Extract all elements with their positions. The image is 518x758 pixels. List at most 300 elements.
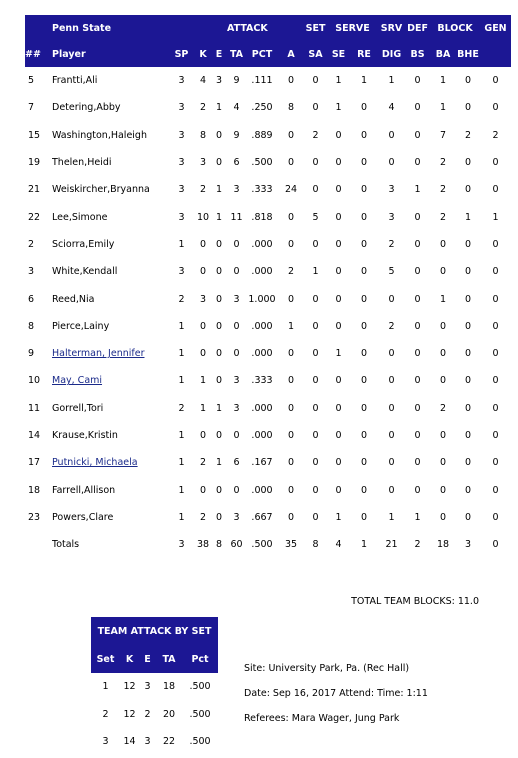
stat-sa: 0 xyxy=(312,511,319,523)
stat-dig: 2 xyxy=(388,238,395,250)
stat-dig: 0 xyxy=(388,375,395,387)
player-number: 2 xyxy=(28,238,35,250)
stat-ta: 6 xyxy=(233,457,240,469)
player-row xyxy=(25,476,511,503)
stat-a: 8 xyxy=(287,102,295,114)
stat-se: 0 xyxy=(335,484,342,496)
stat-pct: .000 xyxy=(251,266,273,278)
stat-ba: 0 xyxy=(439,375,447,387)
totals-e: 8 xyxy=(215,539,223,551)
stat-ta: 3 xyxy=(233,293,240,305)
stat-dig: 4 xyxy=(388,102,395,114)
stat-e: 1 xyxy=(215,102,223,114)
col-sa: SA xyxy=(308,48,323,60)
player-number: 23 xyxy=(28,511,41,523)
stat-sa: 0 xyxy=(312,484,319,496)
stat-sp: 1 xyxy=(178,238,185,250)
attack-set-e: 2 xyxy=(144,708,151,720)
stat-bs: 0 xyxy=(414,320,421,332)
atk-col-k: K xyxy=(120,645,139,673)
stat-re: 0 xyxy=(360,375,368,387)
col-sp: SP xyxy=(174,48,189,60)
stat-sa: 2 xyxy=(312,129,319,141)
stat-sa: 0 xyxy=(312,102,319,114)
stat-pct: .667 xyxy=(251,511,273,523)
player-row xyxy=(25,395,511,422)
stat-k: 1 xyxy=(199,375,207,387)
col-k: K xyxy=(199,48,207,60)
player-name: White,Kendall xyxy=(52,266,118,278)
stat-ba: 0 xyxy=(439,266,447,278)
stat-ta: 0 xyxy=(233,348,240,360)
player-row xyxy=(25,367,511,394)
stat-e: 1 xyxy=(215,457,223,469)
player-name: Sciorra,Emily xyxy=(52,238,115,250)
stat-bs: 0 xyxy=(414,457,421,469)
stat-e: 0 xyxy=(215,484,223,496)
stat-se: 1 xyxy=(335,511,342,523)
stat-extra: 0 xyxy=(492,348,499,360)
column-header-row xyxy=(25,41,511,67)
stat-ta: 0 xyxy=(233,266,240,278)
col-ta: TA xyxy=(229,48,244,60)
stat-bhe: 0 xyxy=(464,348,472,360)
stat-re: 0 xyxy=(360,266,368,278)
stat-k: 0 xyxy=(199,238,207,250)
player-number: 22 xyxy=(28,211,41,223)
stat-sa: 5 xyxy=(312,211,319,223)
player-row xyxy=(25,449,511,476)
stat-bs: 0 xyxy=(414,266,421,278)
team-attack-by-set-table xyxy=(91,617,218,756)
player-name: Gorrell,Tori xyxy=(52,402,104,414)
stat-bs: 1 xyxy=(414,184,421,196)
attack-set-set: 1 xyxy=(102,681,109,693)
col-dig: DIG xyxy=(381,48,402,60)
group-serve: SERVE xyxy=(335,22,370,34)
stat-extra: 0 xyxy=(492,75,499,87)
group-def: DEF xyxy=(407,22,428,34)
stat-sp: 3 xyxy=(178,157,185,169)
stat-re: 0 xyxy=(360,348,368,360)
stat-k: 0 xyxy=(199,320,207,332)
player-row xyxy=(25,176,511,203)
stat-sp: 3 xyxy=(178,184,185,196)
attack-set-ta: 18 xyxy=(162,681,176,693)
stat-pct: .000 xyxy=(251,320,273,332)
stat-ba: 0 xyxy=(439,484,447,496)
player-name: Thelen,Heidi xyxy=(52,157,112,169)
stat-k: 0 xyxy=(199,430,207,441)
stat-sa: 0 xyxy=(312,348,319,360)
stat-ba: 7 xyxy=(439,129,447,141)
stat-sa: 0 xyxy=(312,402,319,414)
stat-sa: 0 xyxy=(312,238,319,250)
atk-col-set: Set xyxy=(91,645,120,673)
stat-a: 0 xyxy=(287,238,295,250)
stat-pct: 1.000 xyxy=(248,293,276,305)
stat-a: 0 xyxy=(287,293,295,305)
stat-sp: 1 xyxy=(178,375,185,387)
stat-re: 0 xyxy=(360,484,368,496)
stat-bs: 0 xyxy=(414,375,421,387)
stat-k: 2 xyxy=(199,184,207,196)
player-row xyxy=(25,313,511,340)
group-block: BLOCK xyxy=(437,22,473,34)
player-number: 10 xyxy=(28,375,41,387)
totals-k: 38 xyxy=(196,539,210,551)
attack-set-row xyxy=(91,701,218,729)
totals-sa: 8 xyxy=(312,539,319,551)
stat-sp: 3 xyxy=(178,129,185,141)
stat-e: 1 xyxy=(215,211,223,223)
col-player: Player xyxy=(52,48,86,60)
stat-pct: .167 xyxy=(251,457,273,469)
stat-pct: .333 xyxy=(251,375,273,387)
player-number: 17 xyxy=(28,457,41,469)
stat-a: 0 xyxy=(287,211,295,223)
stat-re: 0 xyxy=(360,157,368,169)
stat-pct: .000 xyxy=(251,484,273,496)
stat-pct: .818 xyxy=(251,211,273,223)
stat-k: 3 xyxy=(199,293,207,305)
stat-dig: 2 xyxy=(388,320,395,332)
stat-extra: 0 xyxy=(492,402,499,414)
stat-sp: 1 xyxy=(178,484,185,496)
stat-se: 1 xyxy=(335,348,342,360)
stat-e: 0 xyxy=(215,348,223,360)
totals-extra: 0 xyxy=(492,539,499,551)
stat-sa: 0 xyxy=(312,320,319,332)
stat-se: 0 xyxy=(335,266,342,278)
stat-a: 0 xyxy=(287,484,295,496)
stat-bhe: 0 xyxy=(464,102,472,114)
stat-ta: 0 xyxy=(233,238,240,250)
attack-set-ta: 22 xyxy=(162,736,176,748)
player-name: Krause,Kristin xyxy=(52,430,118,441)
player-number: 14 xyxy=(28,430,41,441)
stat-dig: 0 xyxy=(388,402,395,414)
stat-dig: 0 xyxy=(388,129,395,141)
stat-se: 0 xyxy=(335,184,342,196)
stat-re: 1 xyxy=(360,75,368,87)
player-row xyxy=(25,340,511,367)
stat-extra: 0 xyxy=(492,320,499,332)
stat-sa: 1 xyxy=(312,266,319,278)
col-ba: BA xyxy=(435,48,451,60)
stat-e: 0 xyxy=(215,430,223,441)
atk-col-pct: Pct xyxy=(182,645,218,673)
stat-e: 1 xyxy=(215,184,223,196)
stat-dig: 3 xyxy=(388,211,395,223)
attack-set-pct: .500 xyxy=(189,681,211,693)
stat-k: 0 xyxy=(199,348,207,360)
stat-bhe: 0 xyxy=(464,457,472,469)
col-a: A xyxy=(287,48,295,60)
player-number: 7 xyxy=(28,102,35,114)
stat-ba: 0 xyxy=(439,320,447,332)
player-row xyxy=(25,231,511,258)
totals-label: Totals xyxy=(52,539,80,551)
stat-se: 0 xyxy=(335,211,342,223)
attack-set-k: 14 xyxy=(123,736,136,748)
player-name: Frantti,Ali xyxy=(52,75,98,87)
col-pct: PCT xyxy=(251,48,273,60)
stat-dig: 0 xyxy=(388,157,395,169)
stat-extra: 0 xyxy=(492,484,499,496)
stat-ba: 2 xyxy=(439,184,447,196)
team-name: Penn State xyxy=(52,22,112,34)
stat-dig: 3 xyxy=(388,184,395,196)
player-number: 21 xyxy=(28,184,41,196)
attack-set-k: 12 xyxy=(123,681,136,693)
stat-k: 3 xyxy=(199,157,207,169)
stat-sp: 2 xyxy=(178,293,185,305)
stat-re: 0 xyxy=(360,511,368,523)
player-row xyxy=(25,285,511,312)
attack-set-pct: .500 xyxy=(189,736,211,748)
stat-ba: 2 xyxy=(439,157,447,169)
stat-bhe: 0 xyxy=(464,511,472,523)
col-bhe: BHE xyxy=(457,48,479,60)
stat-a: 0 xyxy=(287,511,295,523)
stat-extra: 0 xyxy=(492,184,499,196)
stat-pct: .889 xyxy=(251,129,273,141)
stat-se: 0 xyxy=(335,129,342,141)
stat-ba: 1 xyxy=(439,102,447,114)
totals-ta: 60 xyxy=(230,539,243,551)
stat-ta: 3 xyxy=(233,375,240,387)
stat-ta: 9 xyxy=(233,129,240,141)
stat-se: 0 xyxy=(335,157,342,169)
stat-bs: 1 xyxy=(414,511,421,523)
col-se: SE xyxy=(331,48,346,60)
attack-set-row xyxy=(91,673,218,701)
totals-row xyxy=(25,531,511,558)
stat-re: 0 xyxy=(360,430,368,441)
stat-ta: 0 xyxy=(233,484,240,496)
stat-sp: 1 xyxy=(178,457,185,469)
site-text: Site: University Park, Pa. (Rec Hall) xyxy=(244,663,410,674)
stat-k: 1 xyxy=(199,402,207,414)
stat-sp: 1 xyxy=(178,320,185,332)
stat-sp: 1 xyxy=(178,348,185,360)
stat-ta: 3 xyxy=(233,184,240,196)
player-row xyxy=(25,67,511,94)
player-rows xyxy=(25,67,511,531)
stat-a: 0 xyxy=(287,402,295,414)
stat-ta: 3 xyxy=(233,511,240,523)
stat-ba: 0 xyxy=(439,348,447,360)
stat-k: 10 xyxy=(196,211,210,223)
stat-dig: 0 xyxy=(388,293,395,305)
stat-bs: 0 xyxy=(414,293,421,305)
stat-e: 0 xyxy=(215,266,223,278)
stat-a: 0 xyxy=(287,157,295,169)
stat-re: 0 xyxy=(360,320,368,332)
player-number: 11 xyxy=(28,402,41,414)
totals-re: 1 xyxy=(360,539,368,551)
col-bs: BS xyxy=(410,48,425,60)
player-row xyxy=(25,122,511,149)
stat-bhe: 0 xyxy=(464,238,472,250)
group-srv: SRV xyxy=(380,22,403,34)
stat-extra: 0 xyxy=(492,375,499,387)
player-name: Detering,Abby xyxy=(52,102,121,114)
group-attack: ATTACK xyxy=(227,22,268,34)
stat-sa: 0 xyxy=(312,457,319,469)
stat-re: 0 xyxy=(360,184,368,196)
stat-e: 1 xyxy=(215,402,223,414)
player-number: 9 xyxy=(28,348,35,360)
stat-a: 0 xyxy=(287,375,295,387)
stat-extra: 0 xyxy=(492,238,499,250)
totals-bs: 2 xyxy=(414,539,421,551)
player-number: 15 xyxy=(28,129,41,141)
stat-sa: 0 xyxy=(312,375,319,387)
stat-se: 1 xyxy=(335,75,342,87)
stat-k: 2 xyxy=(199,457,207,469)
player-name-link[interactable]: Putnicki, Michaela xyxy=(52,457,138,469)
attack-set-pct: .500 xyxy=(189,708,211,720)
stat-sa: 0 xyxy=(312,184,319,196)
atk-col-e: E xyxy=(139,645,156,673)
player-row xyxy=(25,149,511,176)
stat-sa: 0 xyxy=(312,430,319,441)
stat-sa: 0 xyxy=(312,75,319,87)
player-number: 8 xyxy=(28,320,35,332)
player-name: Pierce,Lainy xyxy=(52,320,110,332)
stat-ba: 1 xyxy=(439,75,447,87)
stat-extra: 0 xyxy=(492,157,499,169)
stat-sa: 0 xyxy=(312,157,319,169)
stat-e: 3 xyxy=(215,75,223,87)
stat-e: 0 xyxy=(215,157,223,169)
stat-ta: 9 xyxy=(233,75,240,87)
stat-bhe: 2 xyxy=(464,129,472,141)
player-name: Powers,Clare xyxy=(52,511,114,523)
stat-extra: 0 xyxy=(492,511,499,523)
stat-se: 1 xyxy=(335,102,342,114)
player-name: Reed,Nia xyxy=(52,293,95,305)
stat-a: 24 xyxy=(284,184,298,196)
stat-bhe: 0 xyxy=(464,157,472,169)
stat-extra: 0 xyxy=(492,430,499,441)
stat-a: 2 xyxy=(287,266,295,278)
stat-dig: 0 xyxy=(388,348,395,360)
stat-se: 0 xyxy=(335,402,342,414)
stat-sp: 1 xyxy=(178,511,185,523)
attack-by-set-rows xyxy=(91,673,218,756)
player-number: 3 xyxy=(28,266,35,278)
totals-a: 35 xyxy=(284,539,298,551)
stat-bhe: 0 xyxy=(464,375,472,387)
stat-re: 0 xyxy=(360,102,368,114)
stat-ta: 11 xyxy=(230,211,243,223)
col-re: RE xyxy=(357,48,371,60)
stat-pct: .250 xyxy=(251,102,273,114)
stat-sp: 3 xyxy=(178,211,185,223)
attack-set-e: 3 xyxy=(144,681,151,693)
player-row xyxy=(25,504,511,531)
player-row xyxy=(25,258,511,285)
stat-extra: 0 xyxy=(492,293,499,305)
total-team-blocks: TOTAL TEAM BLOCKS: 11.0 xyxy=(351,596,479,607)
attack-set-set: 3 xyxy=(102,736,109,748)
stat-k: 0 xyxy=(199,266,207,278)
stat-se: 0 xyxy=(335,238,342,250)
date-text: Date: Sep 16, 2017 Attend: Time: 1:11 xyxy=(244,688,428,699)
stat-ta: 4 xyxy=(233,102,240,114)
stat-pct: .500 xyxy=(251,157,273,169)
stat-ba: 2 xyxy=(439,211,447,223)
stat-se: 0 xyxy=(335,320,342,332)
stat-ba: 1 xyxy=(439,293,447,305)
stat-k: 4 xyxy=(199,75,207,87)
stat-ta: 3 xyxy=(233,402,240,414)
player-name: Lee,Simone xyxy=(52,211,108,223)
stat-bs: 0 xyxy=(414,238,421,250)
player-number: 19 xyxy=(28,157,41,169)
stat-ta: 6 xyxy=(233,157,240,169)
player-name: Weiskircher,Bryanna xyxy=(52,184,150,196)
stat-se: 0 xyxy=(335,375,342,387)
stat-bs: 0 xyxy=(414,211,421,223)
stat-bhe: 0 xyxy=(464,266,472,278)
stat-sp: 3 xyxy=(178,102,185,114)
player-name-link[interactable]: May, Cami xyxy=(52,375,103,387)
game-info xyxy=(244,656,428,731)
stat-extra: 1 xyxy=(492,211,499,223)
attack-set-set: 2 xyxy=(102,708,109,720)
stat-dig: 0 xyxy=(388,484,395,496)
group-header-row xyxy=(25,15,511,41)
stat-re: 0 xyxy=(360,457,368,469)
referees-text: Referees: Mara Wager, Jung Park xyxy=(244,713,400,724)
player-number: 18 xyxy=(28,484,41,496)
stat-bs: 0 xyxy=(414,75,421,87)
stat-e: 0 xyxy=(215,129,223,141)
stat-re: 0 xyxy=(360,238,368,250)
stat-k: 0 xyxy=(199,484,207,496)
attack-set-row xyxy=(91,728,218,756)
stat-bs: 0 xyxy=(414,484,421,496)
player-number: 6 xyxy=(28,293,35,305)
stat-pct: .000 xyxy=(251,238,273,250)
stat-dig: 0 xyxy=(388,430,395,441)
totals-bhe: 3 xyxy=(464,539,472,551)
stat-bhe: 0 xyxy=(464,430,472,441)
stat-sp: 3 xyxy=(178,266,185,278)
totals-dig: 21 xyxy=(385,539,398,551)
stat-k: 2 xyxy=(199,102,207,114)
stat-ba: 0 xyxy=(439,238,447,250)
stat-extra: 0 xyxy=(492,102,499,114)
player-name-link[interactable]: Halterman, Jennifer xyxy=(52,348,145,360)
player-row xyxy=(25,422,511,449)
stat-bhe: 0 xyxy=(464,293,472,305)
stat-se: 0 xyxy=(335,430,342,441)
stat-bs: 0 xyxy=(414,430,421,441)
stat-a: 0 xyxy=(287,129,295,141)
attack-by-set-title: TEAM ATTACK BY SET xyxy=(91,617,218,645)
stat-ba: 0 xyxy=(439,430,447,441)
stat-bs: 0 xyxy=(414,348,421,360)
stat-extra: 0 xyxy=(492,457,499,469)
stat-re: 0 xyxy=(360,211,368,223)
stat-bhe: 0 xyxy=(464,484,472,496)
stat-bhe: 0 xyxy=(464,75,472,87)
